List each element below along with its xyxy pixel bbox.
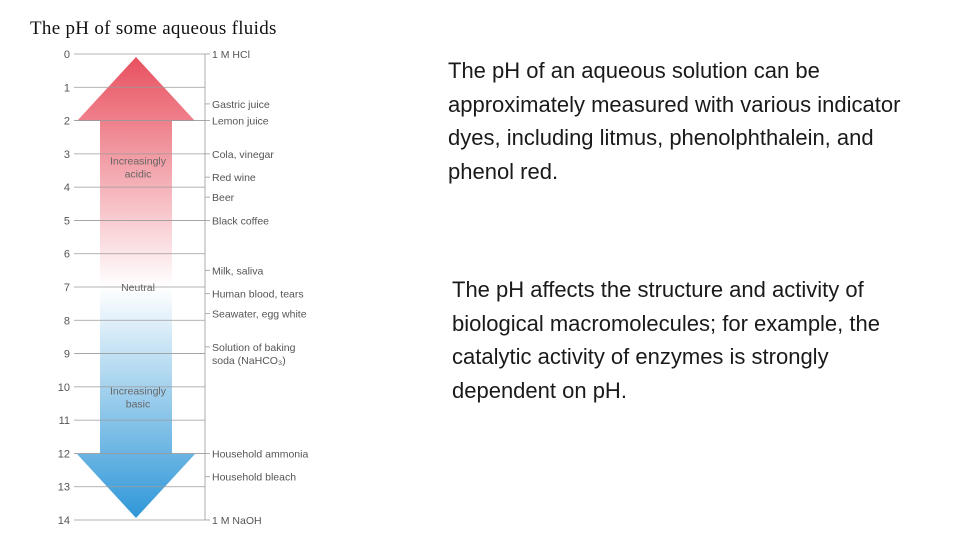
zone-label: Increasingly [109,385,167,398]
fluid-label: Gastric juice [212,98,270,111]
ph-tick-label: 13 [57,481,70,494]
fluid-label: Cola, vinegar [212,148,274,161]
fluid-label: Black coffee [212,215,270,228]
ph-tick-label: 10 [57,381,70,394]
fluid-label: Beer [212,192,235,205]
fluid-label: soda (NaHCO₃) [212,354,286,367]
fluid-label: Seawater, egg white [212,308,307,321]
zone-label: Neutral [121,282,155,294]
ph-tick-label: 4 [63,182,70,195]
ph-tick-label: 2 [63,115,70,128]
ph-tick-label: 12 [57,448,70,461]
ph-tick-label: 9 [63,348,70,361]
ph-tick-label: 5 [63,215,70,228]
figure-title: The pH of some aqueous fluids [30,18,277,39]
fluid-label: Human blood, tears [212,288,304,301]
ph-tick-label: 1 [63,82,70,95]
zone-label: basic [125,398,151,411]
fluid-label: 1 M HCl [212,49,250,61]
ph-tick-label: 0 [63,49,70,61]
paragraph-ph-effects: The pH affects the structure and activity of biological macromolecules; for example, the catalytic activity of enzymes is strongly dependent on pH. [452,277,880,403]
fluid-label: Lemon juice [212,115,269,128]
fluid-label: 1 M NaOH [212,515,262,527]
fluid-label: Household bleach [212,471,297,484]
fluid-label: Solution of baking [212,341,296,354]
ph-tick-label: 7 [63,282,70,294]
ph-tick-label: 8 [63,315,70,328]
fluid-label: Household ammonia [212,448,309,461]
ph-tick-label: 3 [63,148,70,161]
ph-tick-label: 6 [63,248,70,261]
zone-label: acidic [124,168,152,181]
paragraph-ph-measurement: The pH of an aqueous solution can be approximately measured with various indicator dyes, including litmus, phenolphthalein, and phenol red. [448,58,901,184]
fluid-label: Red wine [212,172,256,185]
fluid-label: Milk, saliva [212,265,264,278]
ph-tick-label: 14 [57,515,70,527]
zone-label: Increasingly [109,155,167,168]
ph-tick-label: 11 [58,415,70,428]
